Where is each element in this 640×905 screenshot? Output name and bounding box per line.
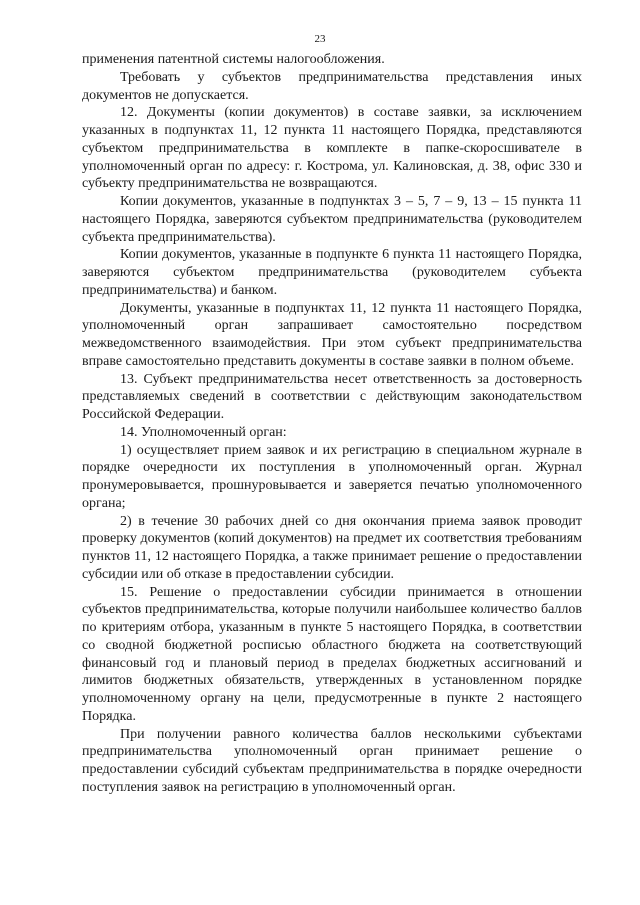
document-body <box>82 51 582 797</box>
clause-15: 15. Решение о предоставлении субсидии принимается в отношении субъектов предпринимательства, которые получили наибольшее количество баллов по критериям отбора, указанным в пункте 5 настоящего Порядка, в соответствии со сводной бюджетной росписью областного бюджета на соответствующий финансовый год и плановый период в пределах бюджетных ассигнований и лимитов бюджетных обязательств, утвержденных в установленном порядке уполномоченному органу на цели, предусмотренные в пункте 2 настоящего Порядка. <box>82 584 582 724</box>
paragraph: Документы, указанные в подпунктах 11, 12 пункта 11 настоящего Порядка, уполномоченный орган запрашивает самостоятельно посредством межведомственного взаимодействия. При этом субъект предпринимательства вправе самостоятельно представить документы в составе заявки в полном объеме. <box>82 300 582 369</box>
paragraph: Копии документов, указанные в подпункте 6 пункта 11 настоящего Порядка, заверяются субъектом предпринимательства (руководителем субъекта предпринимательства) и банком. <box>82 247 582 298</box>
subclause-14-2: 2) в течение 30 рабочих дней со дня окончания приема заявок проводит проверку документов (копий документов) на предмет их соответствия требованиям пунктов 11, 12 настоящего Порядка, а также принимает решение о предоставлении субсидии или об отказе в предоставлении субсидии. <box>82 513 582 582</box>
paragraph: Копии документов, указанные в подпунктах 3 – 5, 7 – 9, 13 – 15 пункта 11 настоящего Порядка, заверяются субъектом предпринимательства (руководителем субъекта предпринимательства). <box>82 194 582 245</box>
paragraph: При получении равного количества баллов несколькими субъектами предпринимательства уполномоченный орган принимает решение о предоставлении субсидий субъектам предпринимательства в порядке очередности поступления заявок на регистрацию в уполномоченный орган. <box>82 726 582 795</box>
subclause-14-1: 1) осуществляет прием заявок и их регистрацию в специальном журнале в порядке очередности их поступления в уполномоченный орган. Журнал пронумеровывается, прошнуровывается и заверяется печатью уполномоченного органа; <box>82 442 582 511</box>
page-number: 23 <box>314 33 326 45</box>
clause-13: 13. Субъект предпринимательства несет ответственность за достоверность представляемых сведений в соответствии с действующим законодательством Российской Федерации. <box>82 371 582 422</box>
clause-14: 14. Уполномоченный орган: <box>120 424 287 440</box>
paragraph-continuation: применения патентной системы налогообложения. <box>82 52 385 67</box>
clause-12: 12. Документы (копии документов) в составе заявки, за исключением указанных в подпунктах 11, 12 пункта 11 настоящего Порядка, представляются субъектом предпринимательства в комплекте в папке-скоросшивателе в уполномоченный орган по адресу: г. Кострома, ул. Калиновская, д. 38, офис 330 и субъекту предпринимательства не возвращаются. <box>82 105 582 192</box>
paragraph: Требовать у субъектов предпринимательства представления иных документов не допускается. <box>82 69 582 103</box>
